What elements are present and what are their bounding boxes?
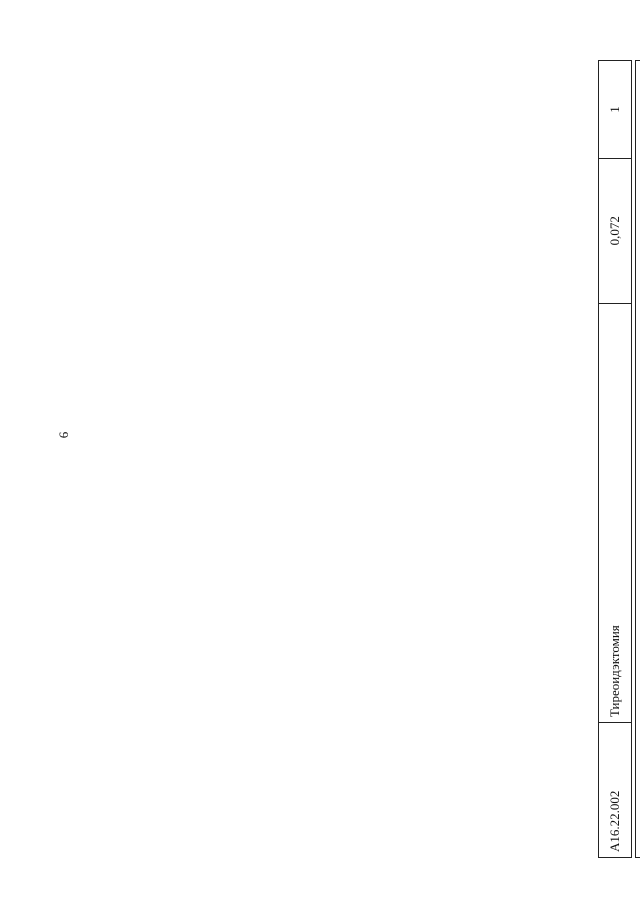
table-continuation bbox=[598, 60, 632, 858]
rotated-page-content bbox=[598, 48, 640, 858]
service-name: Тиреоидэктомия bbox=[599, 303, 632, 722]
section-title-row bbox=[636, 61, 640, 858]
service-freq: 0,072 bbox=[599, 158, 632, 303]
service-code: A16.22.002 bbox=[599, 723, 632, 858]
table-row bbox=[599, 61, 632, 858]
section-2-5-title bbox=[636, 61, 640, 858]
page-number: 6 bbox=[56, 431, 71, 439]
table-section-2-5 bbox=[635, 60, 640, 858]
service-mult: 1 bbox=[599, 61, 632, 159]
